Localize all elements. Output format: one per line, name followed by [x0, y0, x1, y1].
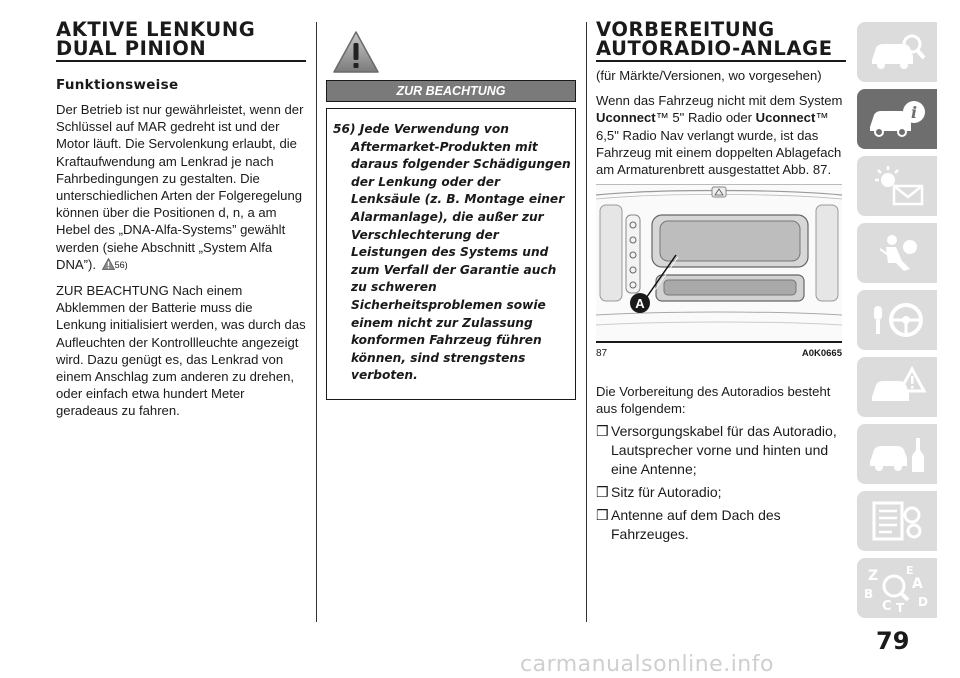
tab-index[interactable] [857, 558, 937, 618]
svg-text:C: C [882, 599, 892, 614]
warning-triangle-icon [332, 30, 380, 74]
right-column [596, 20, 846, 544]
text-bold-uconnect: Uconnect [755, 110, 816, 126]
list-item-text: Antenne auf dem Dach des Fahrzeuges. [611, 506, 781, 542]
figure-number: 87 [596, 348, 608, 360]
title-line-1: AKTIVE LENKUNG [56, 18, 256, 41]
list-item-text: Sitz für Autoradio; [611, 483, 722, 500]
title-line-2: AUTORADIO-ANLAGE [596, 37, 833, 60]
subtitle-funktionsweise: Funktionsweise [56, 77, 179, 93]
tab-warning-lights[interactable] [857, 156, 937, 216]
airbag-icon [866, 231, 928, 275]
text-fragment: ™ 6,5" Radio Nav verlangt wurde, ist das Fahrzeug mit einem doppelten Ablagefach am Armaturenbrett ausgestattet Abb. 87. [596, 110, 842, 178]
paragraph-funktionsweise [56, 101, 306, 274]
page-number: 79 [876, 627, 910, 655]
steering-wheel-key-icon [866, 298, 928, 342]
bullet-box-icon: ❒ [596, 506, 609, 523]
paragraph-uconnect [596, 92, 846, 178]
tab-car-info[interactable] [857, 89, 937, 149]
bullet-box-icon: ❒ [596, 422, 609, 439]
list-item [596, 506, 846, 544]
text-bold-uconnect: Uconnect [596, 110, 656, 126]
paragraph-vorbereitung: Die Vorbereitung des Autoradios besteht aus folgendem: [596, 384, 831, 417]
car-search-icon [866, 30, 928, 74]
text-fragment: ™ 5" Radio oder [655, 110, 756, 126]
tab-emergency[interactable] [857, 357, 937, 417]
svg-text:i: i [910, 103, 918, 122]
warning-number: 56) [333, 122, 356, 136]
svg-text:T: T [896, 601, 905, 614]
chapter-tabs [857, 22, 937, 625]
car-maintenance-icon [866, 432, 928, 476]
warning-triangle-icon [102, 258, 115, 270]
figure-code: A0K0665 [801, 348, 842, 360]
tab-safety[interactable] [857, 223, 937, 283]
section-title-aktive-lenkung [56, 20, 306, 58]
warning-box [326, 108, 576, 400]
list-item [596, 483, 846, 502]
dashboard-storage-illustration [596, 185, 842, 341]
alphabetical-index-icon [862, 562, 932, 614]
tab-technical-data[interactable] [857, 491, 937, 551]
list-item-text: Versorgungskabel für das Autoradio, Lautsprecher vorne und hinten und eine Antenne; [611, 422, 837, 477]
column-divider-2 [586, 22, 587, 622]
warning-lights-icon [866, 164, 928, 208]
bullet-box-icon: ❒ [596, 483, 609, 500]
title-line-2: DUAL PINION [56, 37, 207, 60]
watermark: carmanualsonline.info [520, 652, 774, 677]
svg-text:D: D [918, 595, 928, 609]
technical-data-icon [866, 499, 928, 543]
column-divider-1 [316, 22, 317, 622]
tab-maintenance[interactable] [857, 424, 937, 484]
title-rule [56, 60, 306, 62]
section-title-vorbereitung [596, 20, 846, 58]
warning-reference: 56) [114, 259, 128, 270]
car-crash-icon [866, 365, 928, 409]
bullet-list [596, 422, 846, 544]
svg-text:Z: Z [868, 568, 879, 584]
svg-text:B: B [864, 587, 874, 601]
text-fragment: Wenn das Fahrzeug nicht mit dem System [596, 93, 843, 109]
title-rule [596, 60, 846, 62]
tab-getting-to-know-car[interactable] [857, 22, 937, 82]
figure-footer [596, 341, 842, 359]
list-item [596, 422, 846, 479]
title-line-1: VORBEREITUNG [596, 18, 775, 41]
tab-starting-driving[interactable] [857, 290, 937, 350]
figure-callout-label: A [635, 295, 645, 311]
figure-87 [596, 184, 842, 359]
paragraph-text: Der Betrieb ist nur gewährleistet, wenn der Schlüssel auf MAR gedreht ist und der Motor läuft. Die Servolenkung erlaubt, die Kraftaufwendung am Lenkrad je nach Fahrbedingungen zu gestalten. Die unterschiedlichen Arten der Folgeregelung können über die Positionen d, n, a am Hebel des „DNA-Alfa-Systems” gewählt werden (siehe Abschnitt „System Alfa DNA”). [56, 102, 304, 272]
paragraph-zur-beachtung: ZUR BEACHTUNG Nach einem Abklemmen der Batterie muss die Lenkung initialisiert werden, was durch das Aufleuchten der Kontrollleuchte angezeigt wird. Dazu genügt es, das Lenkrad von einem Anschlag zum anderen zu drehen, oder einfach etwa hundert Meter geradeaus zu fahren. [56, 283, 306, 419]
market-note: (für Märkte/Versionen, wo vorgesehen) [596, 68, 822, 83]
svg-text:A: A [912, 576, 923, 592]
warning-body: Jede Verwendung von Aftermarket-Produkten mit daraus folgender Schädigungen der Lenkung oder der Lenksäule (z. B. Montage einer Alarmanlage), die außer zur Verschlechterung der Leistungen des Systems und zum Verfall der Garantie auch zu schweren Sicherheitsproblemen sowie einem nicht zur Zulassung konformen Fahrzeug führen können, sind strengstens verboten. [351, 122, 571, 383]
middle-column [326, 30, 576, 400]
warning-text [333, 121, 571, 385]
svg-text:E: E [906, 564, 914, 577]
warning-header: ZUR BEACHTUNG [326, 80, 576, 102]
car-info-icon [866, 97, 928, 141]
left-column [56, 20, 306, 420]
